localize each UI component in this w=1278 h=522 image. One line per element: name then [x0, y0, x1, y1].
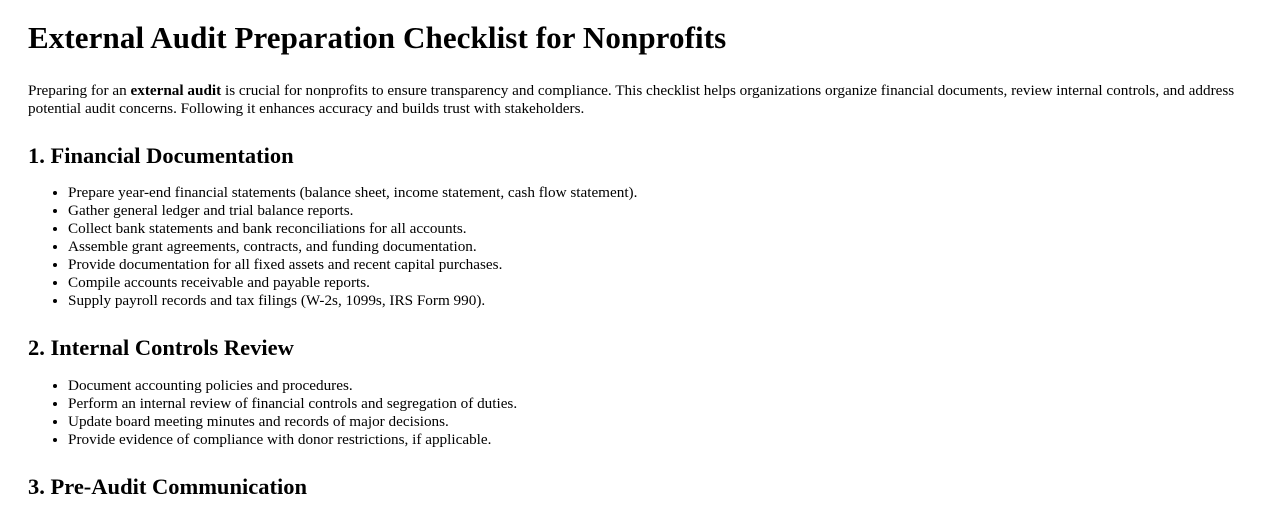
section-pre-audit-communication: [28, 475, 1247, 500]
list-item: • Compile accounts receivable and payable reports.: [68, 274, 1247, 292]
page-title: External Audit Preparation Checklist for Nonprofits: [28, 20, 727, 55]
list-item: • Document accounting policies and procedures.: [68, 377, 1247, 395]
checklist-financial-documentation: [28, 184, 1247, 310]
intro-paragraph: [28, 82, 1247, 118]
intro-text-part2: is crucial for nonprofits to ensure transparency and compliance. This checklist helps organizations organize financial documents, review internal controls, and address potential audit concerns. Following it enhances accuracy and builds trust with stakeholders.: [28, 81, 1235, 117]
intro-text-part1: Preparing for an: [28, 81, 131, 99]
document-page: [0, 21, 1278, 500]
list-item: • Collect bank statements and bank reconciliations for all accounts.: [68, 220, 1247, 238]
list-item: • Perform an internal review of financial controls and segregation of duties.: [68, 395, 1247, 413]
section-financial-documentation: [28, 144, 1247, 311]
list-item: • Update board meeting minutes and records of major decisions.: [68, 413, 1247, 431]
section-heading-1: 1. Financial Documentation: [28, 142, 294, 168]
list-item: • Gather general ledger and trial balance reports.: [68, 202, 1247, 220]
section-heading-2: 2. Internal Controls Review: [28, 335, 294, 361]
checklist-internal-controls-review: [28, 377, 1247, 449]
list-item: • Assemble grant agreements, contracts, and funding documentation.: [68, 238, 1247, 256]
list-item: • Provide documentation for all fixed assets and recent capital purchases.: [68, 256, 1247, 274]
list-item: • Provide evidence of compliance with donor restrictions, if applicable.: [68, 431, 1247, 449]
intro-emphasis-external-audit: external audit: [130, 81, 222, 99]
section-heading-3: 3. Pre-Audit Communication: [28, 474, 307, 500]
list-item: • Supply payroll records and tax filings (W-2s, 1099s, IRS Form 990).: [68, 292, 1247, 310]
section-internal-controls-review: [28, 336, 1247, 449]
list-item: • Prepare year-end financial statements (balance sheet, income statement, cash flow statement).: [68, 184, 1247, 202]
